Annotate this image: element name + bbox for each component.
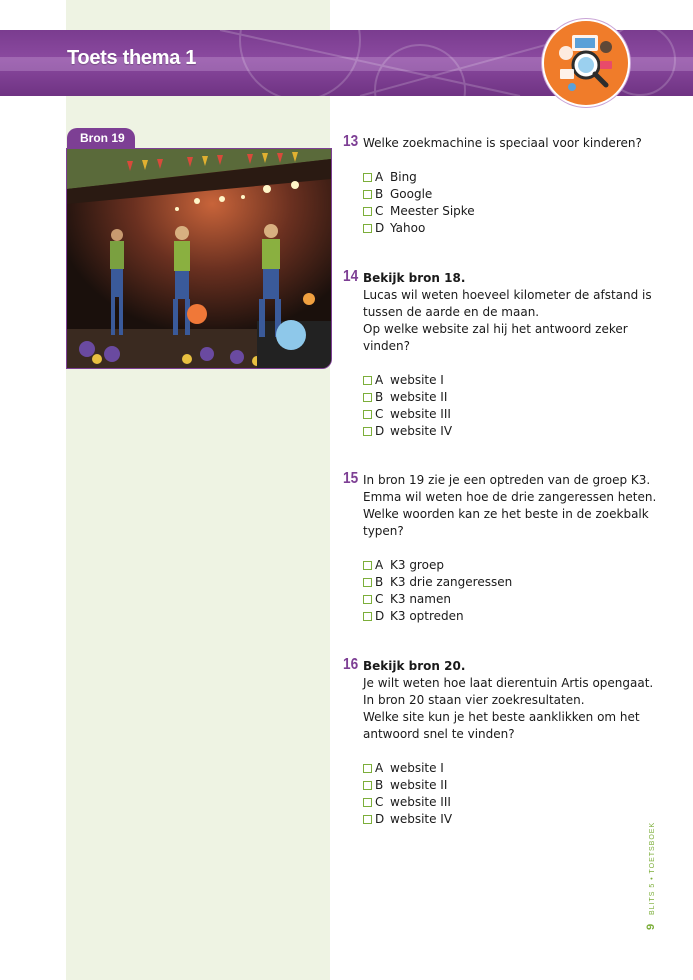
option-b[interactable]: B website II: [363, 389, 643, 406]
question-instruction: Bekijk bron 18.: [363, 271, 466, 285]
checkbox[interactable]: [363, 781, 372, 790]
question-number: 16: [343, 656, 359, 673]
running-text: BLITS 5 • TOETSBOEK: [649, 821, 656, 916]
source-label: Bron 19: [67, 128, 135, 149]
page-number: 9: [645, 923, 657, 930]
question-text: vinden?: [363, 339, 411, 353]
option-d[interactable]: D website IV: [363, 423, 643, 440]
option-b[interactable]: B K3 drie zangeressen: [363, 574, 643, 591]
option-a[interactable]: A website I: [363, 760, 643, 777]
question-text: Emma wil weten hoe de drie zangeressen heten.: [363, 490, 657, 504]
checkbox[interactable]: [363, 561, 372, 570]
answer-options: [363, 169, 643, 237]
checkbox[interactable]: [363, 427, 372, 436]
option-d[interactable]: D K3 optreden: [363, 608, 643, 625]
concert-photo: [66, 148, 332, 369]
question-number: 14: [343, 268, 359, 285]
checkbox[interactable]: [363, 376, 372, 385]
option-c[interactable]: C website III: [363, 406, 643, 423]
question-15: [343, 470, 657, 625]
question-text: In bron 20 staan vier zoekresultaten.: [363, 693, 585, 707]
option-c[interactable]: C Meester Sipke: [363, 203, 643, 220]
option-a[interactable]: A K3 groep: [363, 557, 643, 574]
theme-badge: [542, 19, 630, 107]
checkbox[interactable]: [363, 798, 372, 807]
option-a[interactable]: A Bing: [363, 169, 643, 186]
option-d[interactable]: D Yahoo: [363, 220, 643, 237]
page-footer: [645, 822, 657, 930]
option-a[interactable]: A website I: [363, 372, 643, 389]
checkbox[interactable]: [363, 207, 372, 216]
checkbox[interactable]: [363, 578, 372, 587]
question-number: 15: [343, 470, 359, 487]
page-title: Toets thema 1: [67, 47, 197, 69]
checkbox[interactable]: [363, 612, 372, 621]
question-text: Op welke website zal hij het antwoord zeker: [363, 322, 628, 336]
answer-options: [363, 557, 643, 625]
question-16: [343, 656, 654, 828]
checkbox[interactable]: [363, 224, 372, 233]
answer-options: [363, 372, 643, 440]
option-d[interactable]: D website IV: [363, 811, 643, 828]
question-text: Je wilt weten hoe laat dierentuin Artis opengaat.: [363, 676, 654, 690]
question-instruction: Bekijk bron 20.: [363, 659, 466, 673]
option-c[interactable]: C K3 namen: [363, 591, 643, 608]
magnifier-icon: [544, 21, 628, 105]
question-text: typen?: [363, 524, 404, 538]
question-text: Lucas wil weten hoeveel kilometer de afstand is: [363, 288, 652, 302]
question-text: tussen de aarde en de maan.: [363, 305, 540, 319]
question-number: 13: [343, 133, 359, 150]
question-text: Welke woorden kan ze het beste in de zoekbalk: [363, 507, 649, 521]
option-b[interactable]: B website II: [363, 777, 643, 794]
question-text: antwoord snel te vinden?: [363, 727, 515, 741]
question-text: Welke site kun je het beste aanklikken om het: [363, 710, 640, 724]
checkbox[interactable]: [363, 764, 372, 773]
checkbox[interactable]: [363, 595, 372, 604]
option-b[interactable]: B Google: [363, 186, 643, 203]
checkbox[interactable]: [363, 173, 372, 182]
question-text: Welke zoekmachine is speciaal voor kinderen?: [363, 136, 642, 150]
checkbox[interactable]: [363, 410, 372, 419]
checkbox[interactable]: [363, 815, 372, 824]
checkbox[interactable]: [363, 190, 372, 199]
question-text: In bron 19 zie je een optreden van de groep K3.: [363, 473, 651, 487]
checkbox[interactable]: [363, 393, 372, 402]
question-14: [343, 268, 652, 440]
question-13: [343, 135, 643, 237]
answer-options: [363, 760, 643, 828]
option-c[interactable]: C website III: [363, 794, 643, 811]
